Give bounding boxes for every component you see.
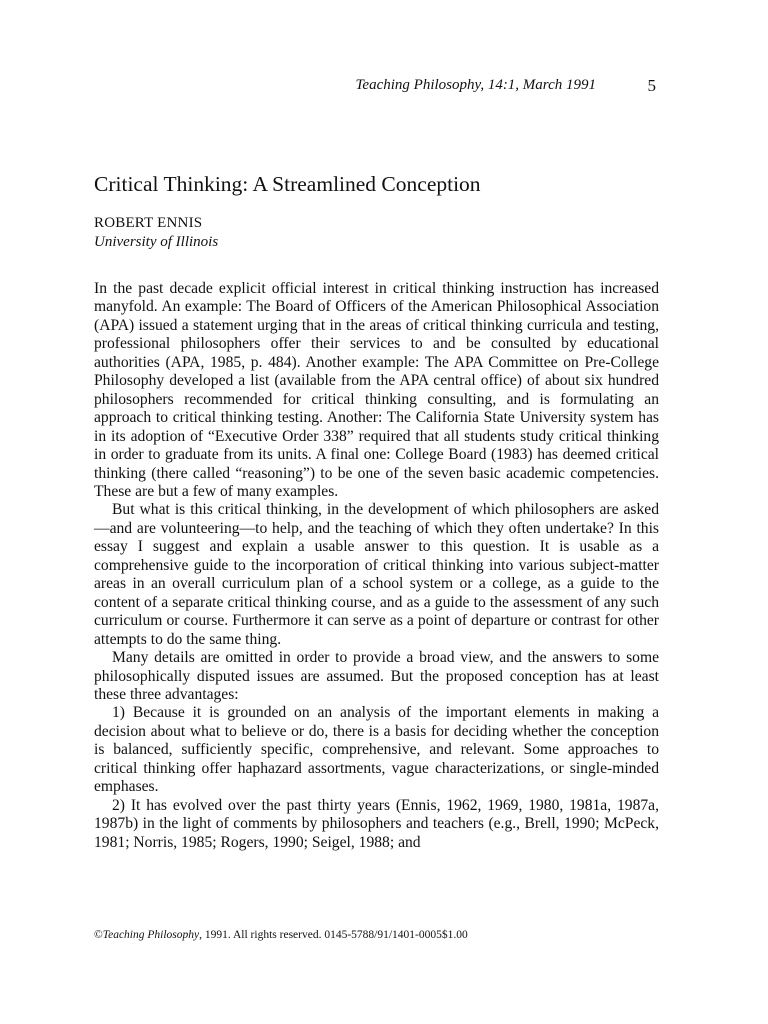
- article-title: Critical Thinking: A Streamlined Conception: [94, 172, 481, 196]
- page-number: 5: [647, 76, 656, 95]
- author-name: ROBERT ENNIS: [94, 215, 203, 231]
- author-affiliation: University of Illinois: [94, 234, 219, 250]
- copyright-symbol: ©: [94, 929, 103, 941]
- copyright-footnote: [94, 929, 468, 941]
- paragraph-advantages: Many details are omitted in order to provide a broad view, and the answers to some philosophically disputed issues are assumed. But the proposed conception has at least these three advantages:: [94, 649, 659, 703]
- journal-reference: Teaching Philosophy, 14:1, March 1991: [355, 77, 596, 93]
- paragraph-intro: In the past decade explicit official interest in critical thinking instruction has increased manyfold. An example: The Board of Officers of the American Philosophical Association (APA) issued a statement urging that in the areas of critical thinking curricula and testing, professional philosophers offer their services to and be consulted by educational authorities (APA, 1985, p. 484). Another example: The APA Committee on Pre-College Philosophy developed a list (available from the APA central office) of about six hundred philosophers recommended for critical thinking consulting, and is formulating an approach to critical thinking testing. Another: The California State University system has in its adoption of “Executive Order 338” required that all students study critical thinking in order to graduate from its units. A final one: College Board (1983) has deemed critical thinking (there called “reasoning”) to be one of the seven basic academic competencies. These are but a few of many examples.: [94, 280, 659, 500]
- footnote-copyright-text: , 1991. All rights reserved. 0145-5788/91/1401-0005$1.00: [199, 929, 468, 941]
- footnote-journal-name: Teaching Philosophy: [102, 929, 200, 941]
- paragraph-advantage-1: 1) Because it is grounded on an analysis of the important elements in making a decision about what to believe or do, there is a basis for deciding whether the conception is balanced, sufficiently specific, comprehensive, and relevant. Some approaches to critical thinking offer haphazard assortments, vague characterizations, or single-minded emphases.: [94, 704, 659, 796]
- article-body: [94, 280, 659, 852]
- paragraph-question: But what is this critical thinking, in the development of which philosophers are asked—and are volunteering—to help, and the teaching of which they often undertake? In this essay I suggest and explain a usable answer to this question. It is usable as a comprehensive guide to the incorporation of critical thinking into various subject-matter areas in an overall curriculum plan of a school system or a college, as a guide to the content of a separate critical thinking course, and as a guide to the assessment of any such curriculum or course. Furthermore it can serve as a point of departure or contrast for other attempts to do the same thing.: [94, 501, 659, 648]
- paragraph-advantage-2: 2) It has evolved over the past thirty years (Ennis, 1962, 1969, 1980, 1981a, 1987a, 1987b) in the light of comments by philosophers and teachers (e.g., Brell, 1990; McPeck, 1981; Norris, 1985; Rogers, 1990; Seigel, 1988; and: [94, 796, 659, 851]
- running-head: [94, 77, 658, 99]
